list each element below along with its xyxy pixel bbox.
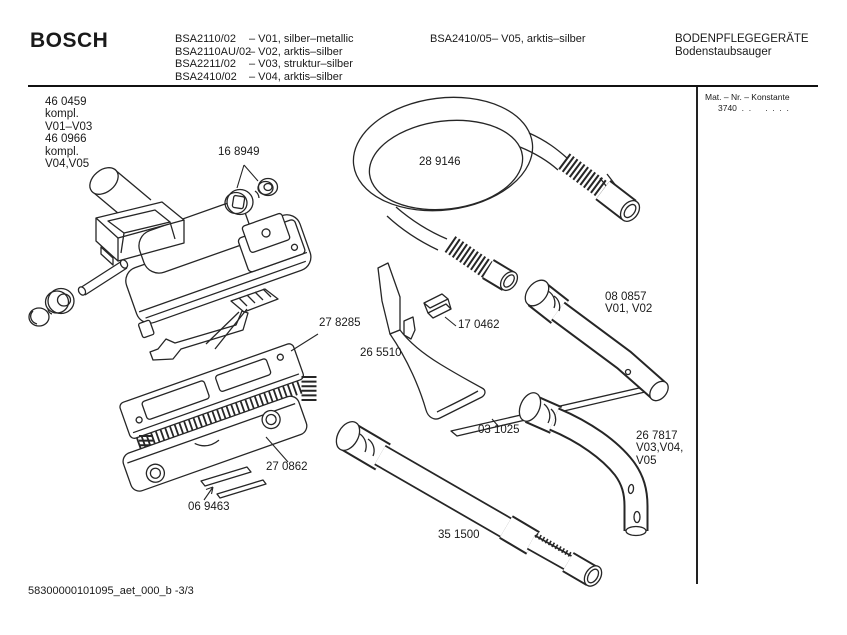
part-label-clip: 17 0462 <box>458 319 500 331</box>
floor-nozzle-housing-drawing <box>110 183 318 338</box>
part-variants: V01–V03 <box>45 120 93 133</box>
part-note: kompl. <box>45 145 79 158</box>
model-variant: – V03, struktur–silber <box>249 58 353 71</box>
model-variant: – V04, arktis–silber <box>249 70 343 83</box>
part-label-tube-v03 <box>636 430 683 467</box>
caster-wheels-drawing <box>225 179 278 215</box>
hose-clip-drawing <box>424 294 451 318</box>
part-label-tube-v01 <box>605 291 652 316</box>
part-number: 46 0966 <box>45 133 87 146</box>
part-label-strip: 03 1025 <box>478 424 520 436</box>
part-label-thread-lifters: 06 9463 <box>188 501 230 513</box>
mat-nr-title: Mat. – Nr. – Konstante <box>705 92 790 102</box>
part-variants: V04,V05 <box>45 158 90 171</box>
model-code: BSA2211/02 <box>175 58 236 71</box>
wheel-axle-set-drawing <box>29 259 129 326</box>
part-number: 08 0857 <box>605 291 647 303</box>
upholstery-nozzle-drawing <box>378 263 485 419</box>
part-number: 26 7817 <box>636 430 678 442</box>
part-variants: V05 <box>636 454 657 467</box>
handle-tube-v03-drawing <box>515 389 646 535</box>
model-variant: – V05, arktis–silber <box>492 33 586 45</box>
telescopic-tube-drawing <box>332 418 606 590</box>
part-variants: V03,V04, <box>636 442 684 455</box>
part-label-telescopic-tube: 35 1500 <box>438 529 480 541</box>
part-label-brush-insert: 27 8285 <box>319 317 361 329</box>
model-variant: – V01, silber–metallic <box>249 33 354 45</box>
part-number: 46 0459 <box>45 96 87 108</box>
part-label-sole-plate: 27 0862 <box>266 461 308 473</box>
bosch-logo: BOSCH <box>30 29 109 52</box>
part-note: kompl. <box>45 108 79 121</box>
part-label-casters: 16 8949 <box>218 146 260 158</box>
thread-lifter-strips-drawing <box>201 467 266 498</box>
document-id: 58300000101095_aet_000_b -3/3 <box>28 585 194 597</box>
model-code: BSA2410/02 <box>175 70 237 83</box>
category-subtitle: Bodenstaubsauger <box>675 46 772 58</box>
part-label-wheel-set <box>45 96 92 170</box>
category-title: BODENPFLEGEGERÄTE <box>675 33 809 45</box>
part-label-hose: 28 9146 <box>419 156 461 168</box>
mat-nr-value: 3740 . . . . . . <box>718 102 789 113</box>
part-label-upholstery-nozzle: 26 5510 <box>360 347 402 359</box>
model-code: BSA2110AU/02 <box>175 45 252 58</box>
model-variant: – V02, arktis–silber <box>249 45 343 58</box>
model-code: BSA2410/05 <box>430 33 492 45</box>
model-code: BSA2110/02 <box>175 33 236 45</box>
part-variants: V01, V02 <box>605 303 653 316</box>
suction-hose-drawing <box>347 87 644 293</box>
